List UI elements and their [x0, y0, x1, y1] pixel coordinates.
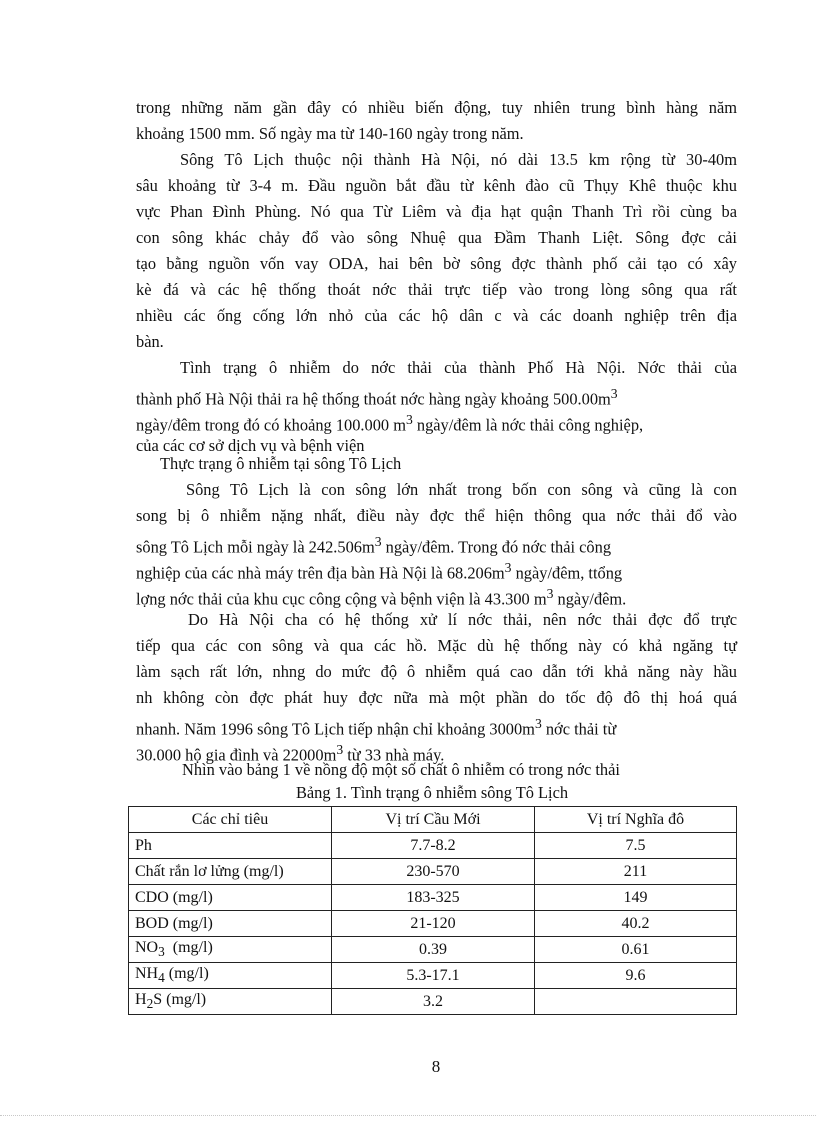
text-run: NO	[135, 938, 159, 956]
table-cell: CDO (mg/l)	[129, 885, 332, 911]
paragraph-line: tiếp qua các con sông và qua các hồ. Mặc dù hệ thống này có khả ngăng tự	[136, 636, 737, 655]
text-run: ngày/đêm là nớc thải công nghiệp,	[412, 415, 644, 435]
table-header-row	[129, 807, 737, 833]
text-run: (mg/l)	[164, 964, 209, 982]
text-run: NH	[135, 964, 159, 982]
table-cell: 0.39	[332, 937, 535, 963]
paragraph-line: kè đá và các hệ thống thoát nớc thải trực tiếp vào trong lòng sông qua rất	[136, 280, 737, 299]
paragraph-line: Tình trạng ô nhiễm do nớc thải của thành Phố Hà Nội. Nớc thải của	[180, 358, 737, 377]
table-cell: 5.3-17.1	[332, 963, 535, 989]
column-header: Các chỉ tiêu	[129, 807, 332, 833]
column-header: Vị trí Nghĩa đô	[535, 807, 737, 833]
text-run: ngày/đêm trong đó có khoảng 100.000 m	[136, 415, 406, 435]
text-run: ngày/đêm. Trong đó nớc thải công	[381, 537, 612, 557]
paragraph-line: nh không còn đợc phát huy đợc nữa mà một phần do tốc độ đô thị hoá quá	[136, 688, 737, 707]
table-row	[129, 937, 737, 963]
table-cell: 3.2	[332, 989, 535, 1015]
text-run: thành phố Hà Nội thải ra hệ thống thoát nớc hàng ngày khoảng 500.00m	[136, 389, 611, 409]
text-run: từ 33 nhà máy.	[343, 745, 445, 765]
table-row	[129, 885, 737, 911]
table-cell	[129, 989, 332, 1015]
table-cell: 40.2	[535, 911, 737, 937]
table-caption: Bảng 1. Tình trạng ô nhiễm sông Tô Lịch	[295, 783, 569, 802]
table-row	[129, 859, 737, 885]
table-cell: 7.7-8.2	[332, 833, 535, 859]
paragraph-line: Nhìn vào bảng 1 về nồng độ một số chất ô nhiễm có trong nớc thải	[182, 760, 620, 779]
table-cell: Chất rắn lơ lửng (mg/l)	[129, 859, 332, 885]
section-heading: Thực trạng ô nhiễm tại sông Tô Lịch	[160, 454, 402, 473]
text-run: ngày/đêm, ttổng	[511, 563, 623, 583]
text-run: nớc thải từ	[541, 719, 617, 739]
superscript: 3	[534, 716, 542, 731]
table-cell: 211	[535, 859, 737, 885]
paragraph-line: Do Hà Nội cha có hệ thống xử lí nớc thải, nên nớc thải đợc đổ trực	[188, 610, 737, 629]
table-cell: 149	[535, 885, 737, 911]
table-cell: 183-325	[332, 885, 535, 911]
text-run: 30.000 hộ gia đình và 22000m	[136, 745, 337, 765]
paragraph-line: của các cơ sở dịch vụ và bệnh viện	[136, 436, 365, 455]
text-run: (mg/l)	[164, 938, 213, 956]
table-cell: 230-570	[332, 859, 535, 885]
table-cell: 0.61	[535, 937, 737, 963]
paragraph-line: tạo bằng nguồn vốn vay ODA, hai bên bờ sông đợc thành phố cải tạo có xây	[136, 254, 737, 273]
table-cell: 9.6	[535, 963, 737, 989]
paragraph-line: sâu khoảng từ 3-4 m. Đầu nguồn bắt đầu từ kênh đào cũ Thụy Khê thuộc khu	[136, 176, 737, 195]
superscript: 3	[336, 742, 344, 757]
text-run: nhanh. Năm 1996 sông Tô Lịch tiếp nhận chỉ khoảng 3000m	[136, 719, 535, 739]
text-run: lợng nớc thải của khu cục công cộng và bệnh viện là 43.300 m	[136, 589, 547, 609]
text-run: H	[135, 990, 147, 1008]
paragraph-line: làm sạch rất lớn, nhng do mức độ ô nhiễm quá cao dẫn tới khả năng này hầu	[136, 662, 737, 681]
superscript: 3	[546, 586, 554, 601]
pollution-table	[128, 806, 737, 1015]
superscript: 3	[374, 534, 382, 549]
table-row	[129, 989, 737, 1015]
table-row	[129, 911, 737, 937]
paragraph-line: Sông Tô Lịch thuộc nội thành Hà Nội, nó dài 13.5 km rộng từ 30-40m	[180, 150, 737, 169]
subscript: 4	[158, 970, 165, 986]
paragraph-line: trong những năm gần đây có nhiều biến động, tuy nhiên trung bình hàng năm	[136, 98, 737, 117]
paragraph-line: con sông khác chảy đổ vào sông Nhuệ qua Đầm Thanh Liệt. Sông đợc cải	[136, 228, 737, 247]
paragraph-line: vực Phan Đình Phùng. Nó qua Từ Liêm và địa hạt quận Thanh Trì rồi cùng ba	[136, 202, 737, 221]
subscript: 3	[158, 944, 165, 960]
paragraph-line: Sông Tô Lịch là con sông lớn nhất trong bốn con sông và cũng là con	[186, 480, 737, 499]
superscript: 3	[504, 560, 512, 575]
table-cell	[129, 963, 332, 989]
text-run: ngày/đêm.	[553, 589, 627, 609]
table-cell: 7.5	[535, 833, 737, 859]
paragraph-line: khoảng 1500 mm. Số ngày ma từ 140-160 ngày trong năm.	[136, 124, 524, 143]
superscript: 3	[405, 412, 413, 427]
table-cell	[535, 989, 737, 1015]
text-run: sông Tô Lịch mỗi ngày là 242.506m	[136, 537, 375, 557]
text-run: nghiệp của các nhà máy trên địa bàn Hà Nội là 68.206m	[136, 563, 505, 583]
subscript: 2	[146, 996, 154, 1012]
table-row	[129, 963, 737, 989]
superscript: 3	[610, 386, 618, 401]
paragraph-line: bàn.	[136, 332, 164, 351]
table-cell: BOD (mg/l)	[129, 911, 332, 937]
table-row	[129, 833, 737, 859]
paragraph-line: song bị ô nhiễm nặng nhất, điều này đợc thể hiện thông qua nớc thải đổ vào	[136, 506, 737, 525]
table-cell	[129, 937, 332, 963]
table-cell: 21-120	[332, 911, 535, 937]
page-number: 8	[431, 1057, 441, 1076]
paragraph-line: nhiều các ống cống lớn nhỏ của các hộ dân c và các doanh nghiệp trên địa	[136, 306, 737, 325]
page-bottom-rule	[0, 1115, 816, 1116]
table-cell: Ph	[129, 833, 332, 859]
column-header: Vị trí Cầu Mới	[332, 807, 535, 833]
text-run: S (mg/l)	[153, 990, 207, 1008]
